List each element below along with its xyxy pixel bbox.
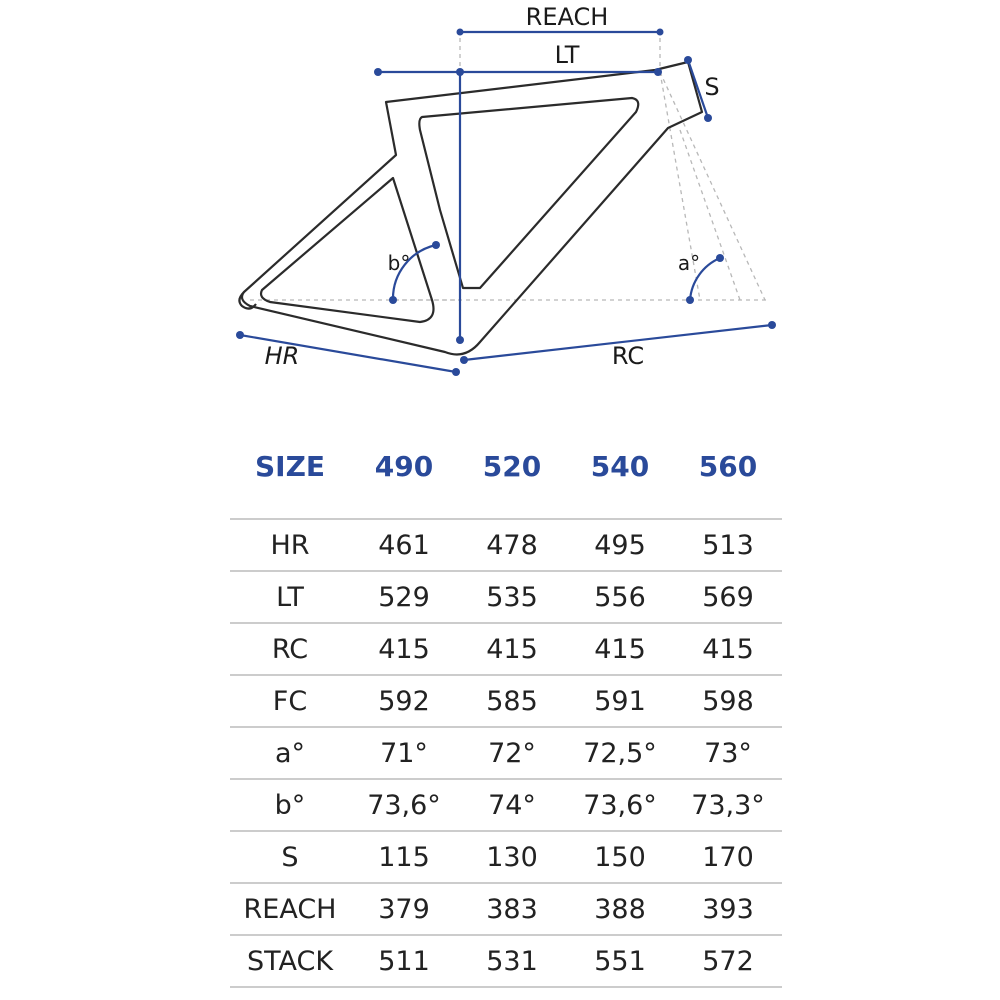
table-cell: 72° [458,727,566,779]
table-cell: 461 [350,519,458,571]
table-cell: 73° [674,727,782,779]
table-cell: 383 [458,883,566,935]
table-cell: 73,3° [674,779,782,831]
table-cell: 495 [566,519,674,571]
label-lt: LT [554,41,580,69]
frame-outer-outline [242,62,702,354]
table-cell: 598 [674,675,782,727]
header-size-490: 490 [374,449,434,483]
table-row [230,623,782,675]
table-cell: 569 [674,571,782,623]
table-row [230,519,782,571]
stack-end-bottom [456,336,464,344]
lt-end-left [374,68,382,76]
table-cell: 585 [458,675,566,727]
dimension-lines [236,29,776,377]
table-cell: 388 [566,883,674,935]
table-cell: 513 [674,519,782,571]
table-cell: 115 [350,831,458,883]
table-cell: 415 [350,623,458,675]
lt-end-right [654,68,662,76]
header-divider [230,492,782,519]
label-rc: RC [611,342,645,370]
table-cell: 415 [674,623,782,675]
table-cell: 572 [674,935,782,987]
table-row [230,779,782,831]
row-label: S [230,831,350,883]
table-cell: 170 [674,831,782,883]
reach-end-left [457,29,464,36]
table-cell: 73,6° [566,779,674,831]
row-label: b° [230,779,350,831]
table-cell: 551 [566,935,674,987]
angle-b-end-bottom [389,296,397,304]
table-row [230,831,782,883]
table-cell: 130 [458,831,566,883]
header-size: SIZE [254,449,325,483]
label-b-angle: b° [387,251,411,275]
table-header-row [230,440,782,492]
table-cell: 393 [674,883,782,935]
s-end-bottom [704,114,712,122]
angle-a-end-top [716,254,724,262]
row-label: HR [230,519,350,571]
table-cell: 535 [458,571,566,623]
hr-end-right [452,368,460,376]
table-cell: 591 [566,675,674,727]
table-cell: 415 [458,623,566,675]
table-row [230,935,782,987]
frame-geometry-diagram [0,0,1000,400]
table-cell: 72,5° [566,727,674,779]
table-cell: 150 [566,831,674,883]
header-size-540: 540 [590,449,650,483]
table-cell: 73,6° [350,779,458,831]
table-cell: 529 [350,571,458,623]
label-hr: HR [264,342,300,370]
table-row [230,571,782,623]
row-label: a° [230,727,350,779]
label-s: S [704,73,720,101]
row-label: RC [230,623,350,675]
reach-end-right [657,29,664,36]
table-cell: 556 [566,571,674,623]
label-a-angle: a° [677,251,701,275]
bike-frame [239,62,702,354]
row-label: LT [230,571,350,623]
geometry-table [230,440,782,988]
angle-b-end-top [432,241,440,249]
table-cell: 531 [458,935,566,987]
table-cell: 71° [350,727,458,779]
header-size-520: 520 [482,449,542,483]
table-row [230,727,782,779]
rc-end-right [768,321,776,329]
table-cell: 415 [566,623,674,675]
row-label: REACH [230,883,350,935]
label-reach: REACH [525,3,609,31]
header-size-560: 560 [698,449,758,483]
s-end-top [684,56,692,64]
table-cell: 379 [350,883,458,935]
table-cell: 478 [458,519,566,571]
table-cell: 511 [350,935,458,987]
table-row [230,675,782,727]
table-row [230,883,782,935]
rc-end-left [460,356,468,364]
table-cell: 74° [458,779,566,831]
front-triangle-inner [419,98,638,288]
hr-end-left [236,331,244,339]
row-label: STACK [230,935,350,987]
angle-a-end-bottom [686,296,694,304]
table-cell: 592 [350,675,458,727]
row-label: FC [230,675,350,727]
